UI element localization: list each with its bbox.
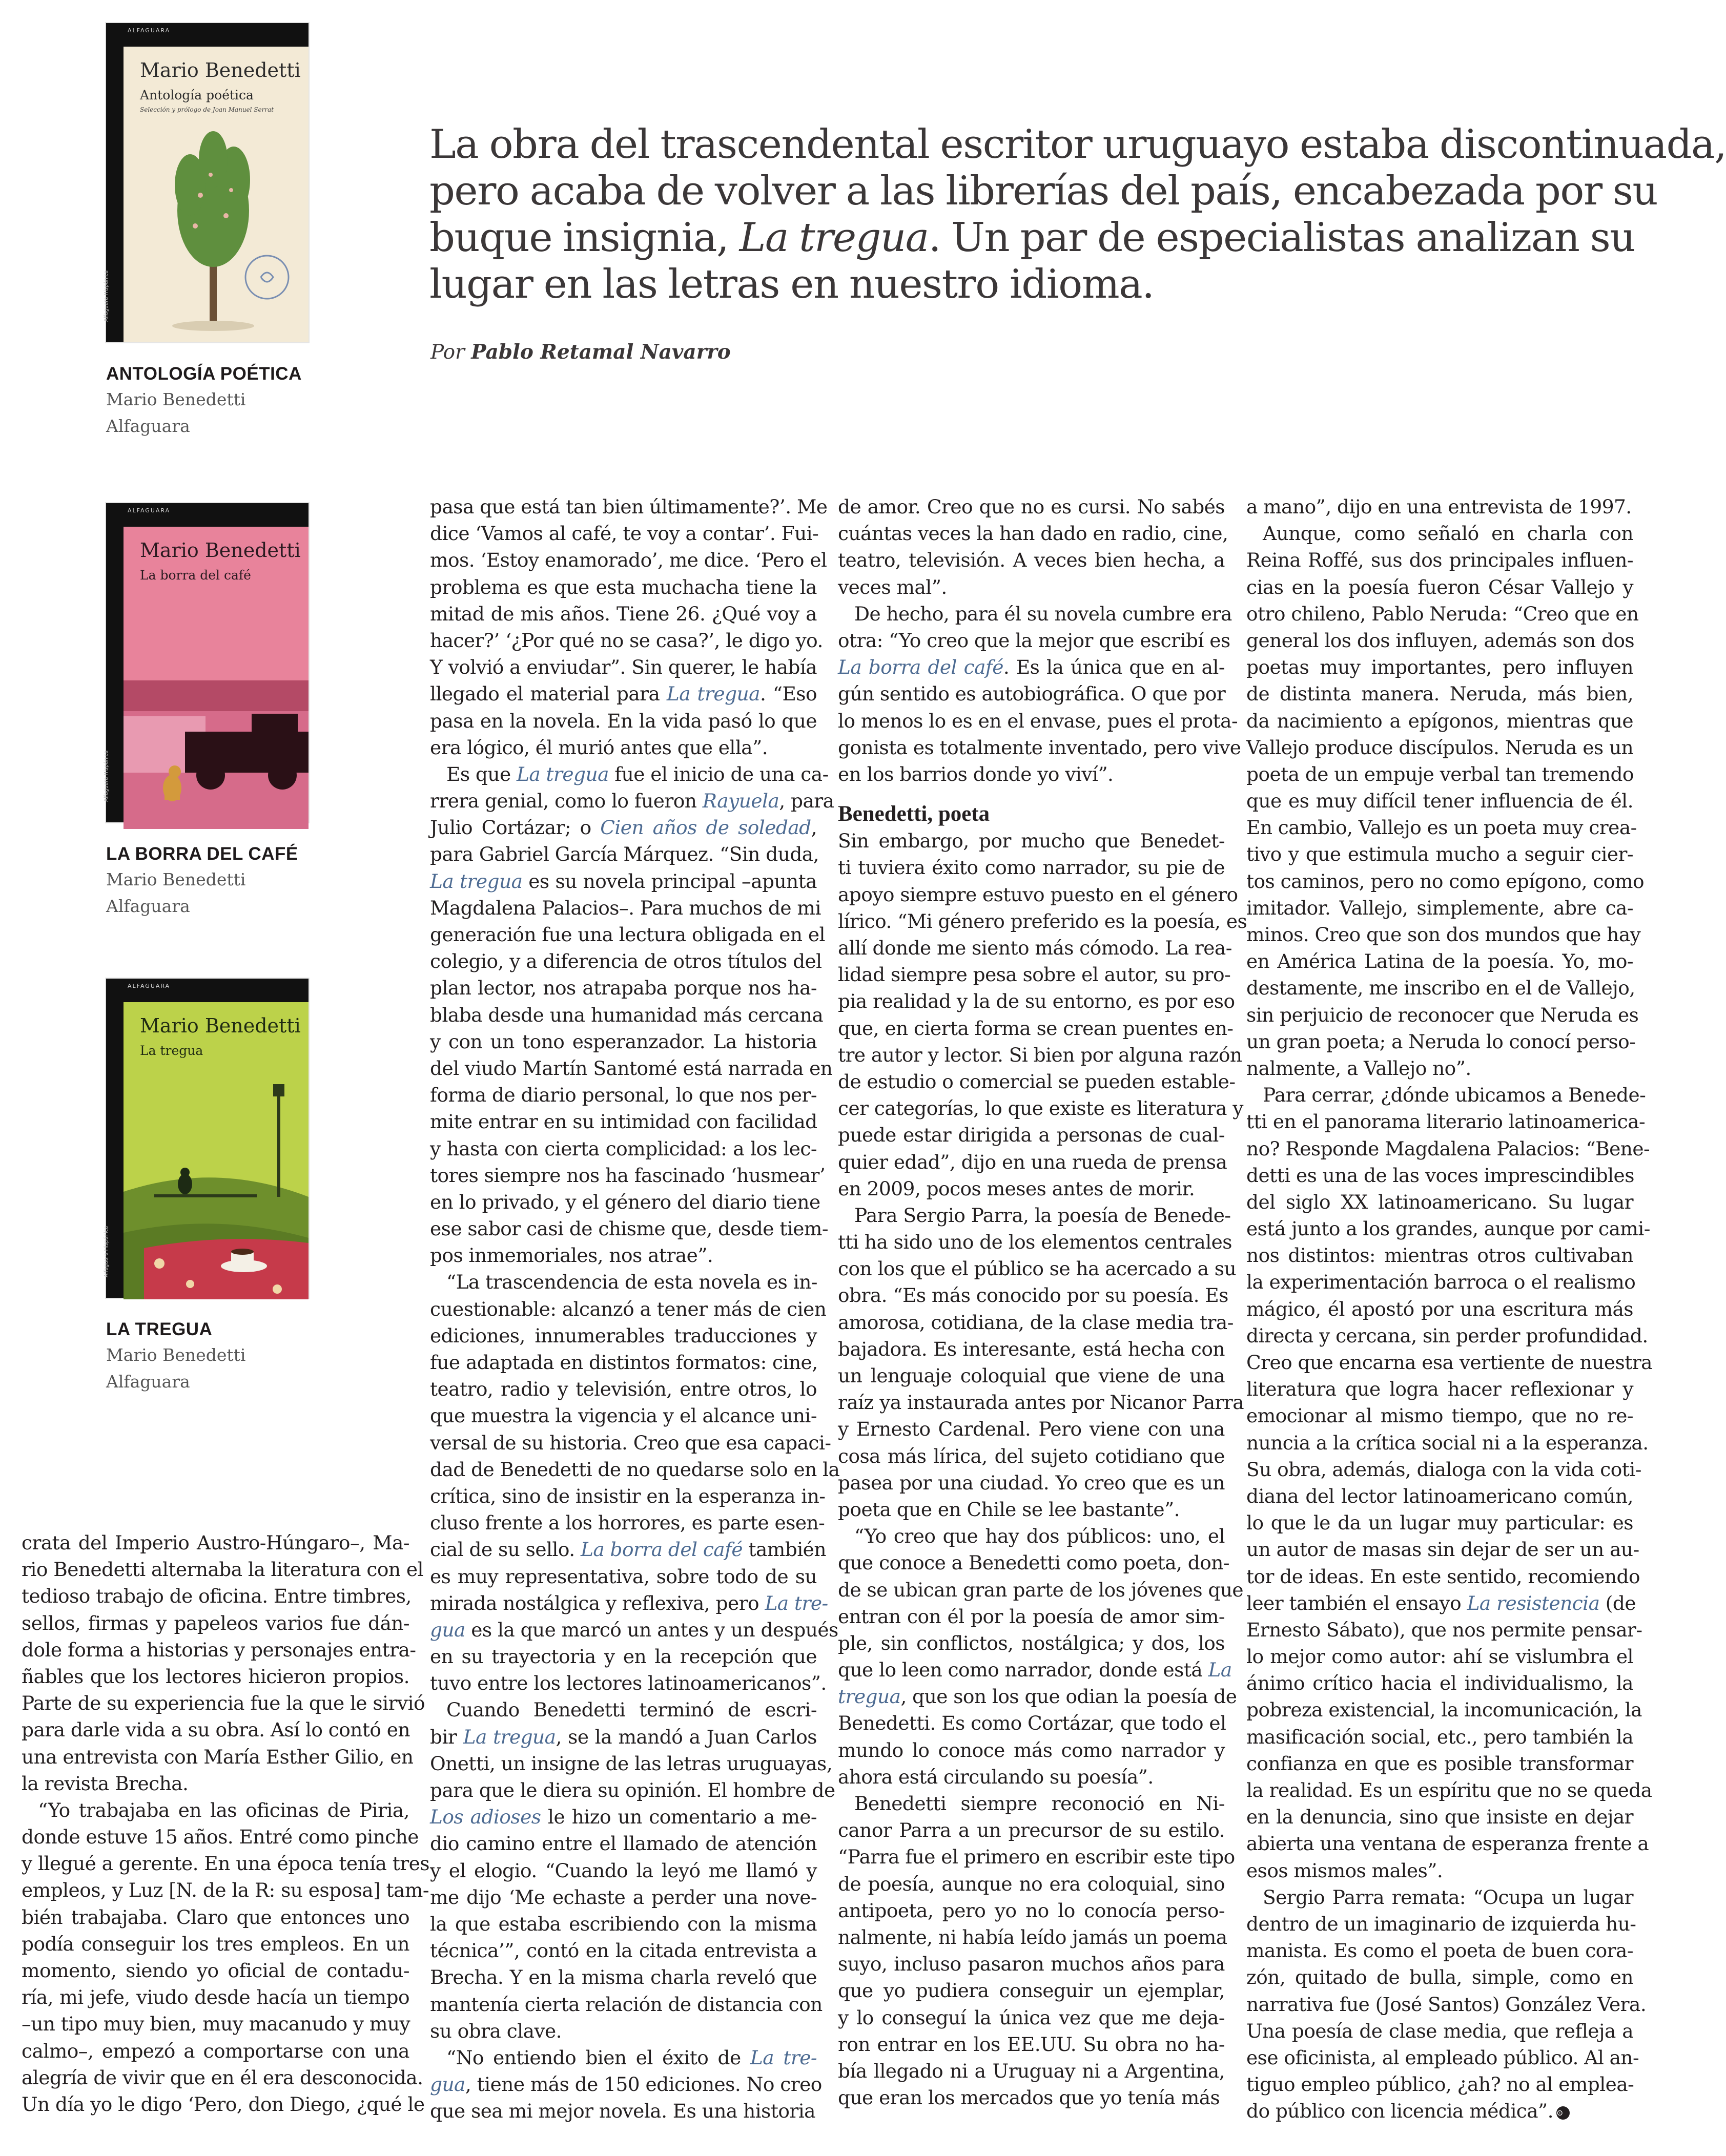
body-line: destamente, me inscribo en el de Vallejo, <box>1246 977 1635 1000</box>
body-line: otra: “Yo creo que la mejor que escribí es <box>838 629 1230 652</box>
body-line: tivo y que estimula mucho a seguir cier- <box>1246 843 1633 866</box>
book-title-italic: La tregua <box>463 1725 556 1748</box>
body-line: que muestra la vigencia y el alcance uni- <box>430 1404 817 1427</box>
paragraph-spacer <box>838 787 1225 801</box>
body-line: –un tipo muy bien, muy macanudo y muy <box>22 2013 410 2036</box>
body-line: teatro, televisión. A veces bien hecha, a <box>838 549 1225 572</box>
body-line: de distinta manera. Neruda, más bien, <box>1246 682 1633 706</box>
caption-title-antologia: ANTOLOGÍA POÉTICA <box>106 364 302 384</box>
body-line: general los dos influyen, además son dos <box>1246 629 1635 652</box>
body-line: llegado el material para La tregua. “Eso <box>430 682 817 706</box>
body-line: dole forma a historias y personajes entra- <box>22 1638 416 1661</box>
body-line: sin perjuicio de reconocer que Neruda es <box>1246 1003 1639 1026</box>
body-line: masificación social, etc., pero también la <box>1246 1725 1633 1748</box>
body-line: Vallejo produce discípulos. Neruda es un <box>1246 736 1634 759</box>
caption-publisher-la-borra-del-cafe: Alfaguara <box>106 896 190 916</box>
publisher-logo: ALFAGUARA <box>128 507 171 514</box>
body-line: bajadora. Es interesante, está hecha con <box>838 1337 1225 1360</box>
cover-author: Mario Benedetti <box>140 59 301 81</box>
body-line: manista. Es como el poeta de buen cora- <box>1246 1939 1633 1962</box>
cover-title: Antología poética <box>140 88 254 102</box>
body-line: versal de su historia. Creo que esa capaci- <box>430 1431 831 1454</box>
book-title-italic: La <box>1208 1659 1232 1682</box>
body-line: “Yo creo que hay dos públicos: uno, el <box>854 1525 1225 1548</box>
body-line: Onetti, un insigne de las letras uruguayas, <box>430 1752 833 1775</box>
lead-text: buque insignia, <box>429 215 739 261</box>
body-line: y llegué a gerente. En una época tenía tres <box>22 1852 429 1875</box>
article-column-3 <box>838 493 1247 2111</box>
cover-art <box>124 527 309 822</box>
body-line: suyo, incluso pasaron muchos años para <box>838 1953 1225 1976</box>
body-line: pobreza existencial, la incomunicación, la <box>1246 1698 1642 1722</box>
body-line: poeta de un empuje verbal tan tremendo <box>1246 762 1634 785</box>
body-line: puede estar dirigida a personas de cual- <box>838 1124 1225 1147</box>
body-line: dentro de un imaginario de izquierda hu- <box>1246 1912 1636 1935</box>
body-line: leer también el ensayo La resistencia (de <box>1246 1591 1636 1614</box>
body-line: nuncia a la crítica social ni a la esperanza. <box>1246 1431 1649 1454</box>
body-line: en su trayectoria y en la recepción que <box>430 1645 817 1668</box>
body-line: ediciones, innumerables traducciones y <box>430 1324 817 1347</box>
body-line: pasea por una ciudad. Yo creo que es un <box>838 1471 1225 1494</box>
body-line: bía llegado ni a Uruguay ni a Argentina, <box>838 2059 1225 2082</box>
body-line: Brecha. Y en la misma charla reveló que <box>430 1966 817 1989</box>
body-line: con los que el público se ha acercado a su <box>838 1257 1237 1280</box>
body-line: emocionar al mismo tiempo, que no re- <box>1246 1404 1633 1427</box>
caption-author-la-borra-del-cafe: Mario Benedetti <box>106 869 246 889</box>
body-line: hacer?’ ‘¿Por qué no se casa?’, le digo yo. <box>430 629 823 652</box>
body-line: de amor. Creo que no es cursi. No sabés <box>838 495 1225 518</box>
body-line: para Gabriel García Márquez. “Sin duda, <box>430 843 819 866</box>
body-line: Sin embargo, por mucho que Benedet- <box>838 830 1225 853</box>
body-line: no? Responde Magdalena Palacios: “Bene- <box>1246 1137 1650 1160</box>
body-line: en lo privado, y el género del diario tiene <box>430 1190 820 1213</box>
body-line: otro chileno, Pablo Neruda: “Creo que en <box>1246 602 1639 625</box>
body-line: rrera genial, como lo fueron Rayuela, para <box>430 790 834 813</box>
caption-title-la-tregua: LA TREGUA <box>106 1319 213 1339</box>
book-title-italic: La borra del café <box>580 1538 743 1561</box>
body-line: ese sabor casi de chisme que, desde tiem- <box>430 1217 828 1240</box>
body-line: lo mejor como autor: ahí se vislumbra el <box>1246 1645 1633 1668</box>
body-line: Es que La tregua fue el inicio de una ca- <box>446 762 829 785</box>
body-line: lo que le da un lugar muy particular: es <box>1246 1511 1633 1535</box>
body-line: rio Benedetti alternaba la literatura con el <box>22 1558 423 1581</box>
body-line: ñables que los lectores hicieron propios. <box>22 1665 409 1688</box>
body-line: teatro, radio y televisión, entre otros, lo <box>430 1378 817 1401</box>
body-line: está junto a los grandes, aunque por cami- <box>1246 1217 1650 1240</box>
body-line: “Parra fue el primero en escribir este tipo <box>838 1846 1235 1869</box>
body-line: en 2009, pocos meses antes de morir. <box>838 1177 1195 1200</box>
body-line: mágico, él apostó por una escritura más <box>1246 1297 1633 1320</box>
body-line: detti es una de las voces imprescindibles <box>1246 1164 1634 1187</box>
book-title-italic: Rayuela <box>702 790 779 813</box>
body-line: zón, quitado de bulla, simple, como en <box>1246 1966 1633 1989</box>
body-line: un autor de masas sin dejar de ser un au- <box>1246 1538 1639 1561</box>
lead-line: La obra del trascendental escritor uruguayo estaba discontinuada, <box>429 121 1726 168</box>
body-line: pasa en la novela. En la vida pasó lo que <box>430 709 817 732</box>
cover-title: La borra del café <box>140 568 251 583</box>
body-line: poetas muy importantes, pero influyen <box>1246 656 1633 679</box>
body-line: generación fue una lectura obligada en el <box>430 923 825 946</box>
body-line: cer categorías, lo que existe es literatura y <box>838 1097 1243 1120</box>
body-line: gua, tiene más de 150 ediciones. No creo <box>430 2073 822 2096</box>
body-line: tiguo empleo público, ¿ah? no al emplea- <box>1246 2073 1634 2096</box>
body-line: “La trascendencia de esta novela es in- <box>446 1271 817 1294</box>
body-line: En cambio, Vallejo es un poeta muy crea- <box>1246 816 1637 839</box>
body-line: imitador. Vallejo, simplemente, abre ca- <box>1246 896 1633 919</box>
body-line: Benedetti. Es como Cortázar, que todo el <box>838 1712 1226 1735</box>
body-line: tregua, que son los que odian la poesía de <box>838 1685 1237 1708</box>
body-line: plan lector, nos atrapaba porque nos ha- <box>430 977 817 1000</box>
cover-spine-text: Alfaguara Hispánica <box>104 270 109 322</box>
body-line: momento, siendo yo oficial de contadu- <box>22 1959 409 1982</box>
body-line: Un día yo le digo ‘Pero, don Diego, ¿qué le <box>22 2092 425 2116</box>
body-line: pasa que está tan bien últimamente?’. Me <box>430 495 828 518</box>
body-line: cosa más lírica, del sujeto cotidiano que <box>838 1444 1225 1467</box>
book-cover-la-borra-del-cafe <box>106 503 309 822</box>
body-line: ánimo crítico hacia el individualismo, la <box>1246 1672 1633 1695</box>
caption-author-la-tregua: Mario Benedetti <box>106 1345 246 1365</box>
body-line: La tregua es su novela principal –apunta <box>430 869 817 893</box>
body-line: problema es que esta muchacha tiene la <box>430 575 817 598</box>
body-line: donde estuve 15 años. Entré como pinche <box>22 1826 419 1849</box>
body-line: fue adaptada en distintos formatos: cine, <box>430 1351 818 1374</box>
lead-book-title: La tregua <box>739 215 929 261</box>
body-line: narrativa fue (José Santos) González Vera. <box>1246 1993 1647 2016</box>
byline <box>430 340 731 364</box>
park-illustration <box>124 1079 309 1299</box>
body-line: Para Sergio Parra, la poesía de Benede- <box>854 1204 1231 1227</box>
body-line: que conoce a Benedetti como poeta, don- <box>838 1551 1229 1574</box>
body-line: lidad siempre pesa sobre el autor, su pro- <box>838 963 1231 986</box>
body-line: ron entrar en los EE.UU. Su obra no ha- <box>838 2033 1225 2056</box>
body-line: forma de diario personal, lo que nos per- <box>430 1084 817 1107</box>
body-line: para que le diera su opinión. El hombre de <box>430 1779 835 1801</box>
book-title-italic: gua <box>430 1618 465 1641</box>
article-column-4 <box>1246 493 1652 2124</box>
body-line: De hecho, para él su novela cumbre era <box>854 602 1232 625</box>
cover-author: Mario Benedetti <box>140 539 301 562</box>
body-line: bir La tregua, se la mandó a Juan Carlos <box>430 1725 817 1748</box>
book-title-italic: Los adioses <box>430 1806 541 1829</box>
body-line: do público con licencia médica”. ⊙ <box>1246 2098 1633 2124</box>
body-line: tor de ideas. En este sentido, recomiendo <box>1246 1565 1640 1588</box>
body-line: la realidad. Es un espíritu que no se queda <box>1246 1779 1652 1801</box>
body-line: que eran los mercados que yo tenía más <box>838 2086 1220 2109</box>
body-line: veces mal”. <box>838 575 947 598</box>
body-line: Sergio Parra remata: “Ocupa un lugar <box>1263 1885 1633 1909</box>
body-line: en los barrios donde yo viví”. <box>838 762 1114 785</box>
body-line: Una poesía de clase media, que refleja a <box>1246 2019 1633 2042</box>
book-cover-la-tregua <box>106 979 309 1298</box>
body-line: colegio, y a diferencia de otros títulos del <box>430 950 822 973</box>
book-title-italic: Cien años de soledad <box>600 816 811 839</box>
byline-author: Pablo Retamal Navarro <box>471 340 731 364</box>
body-line: lo menos lo es en el envase, pues el prota- <box>838 709 1238 732</box>
body-line: confianza en que es posible transformar <box>1246 1752 1633 1775</box>
body-line: cuántas veces la han dado en radio, cine, <box>838 522 1228 545</box>
body-line: allí donde me siento más cómodo. La rea- <box>838 937 1232 959</box>
body-line: Reina Roffé, sus dos principales influen- <box>1246 549 1633 572</box>
truck-illustration <box>124 604 309 824</box>
body-line: y Ernesto Cardenal. Pero viene con una <box>838 1418 1225 1441</box>
body-line: literatura que logra hacer reflexionar y <box>1246 1378 1633 1401</box>
body-line: obra. “Es más conocido por su poesía. Es <box>838 1284 1228 1307</box>
body-line: y el elogio. “Cuando la leyó me llamó y <box>430 1859 817 1882</box>
body-line: para darle vida a su obra. Así lo contó en <box>22 1718 410 1742</box>
book-title-italic: gua <box>430 2073 465 2096</box>
body-line: gún sentido es autobiográfica. O que por <box>838 682 1226 706</box>
body-line: gua es la que marcó un antes y un después <box>430 1618 838 1641</box>
byline-prefix: Por <box>430 341 471 364</box>
body-line: Para cerrar, ¿dónde ubicamos a Benede- <box>1263 1084 1646 1107</box>
body-line: alegría de vivir que en él era desconocida. <box>22 2066 423 2089</box>
body-line: ple, sin conflictos, nostálgica; y dos, los <box>838 1631 1225 1654</box>
body-line: bién trabajaba. Claro que entonces uno <box>22 1905 409 1929</box>
book-title-italic: La tregua <box>430 869 523 893</box>
body-line: un gran poeta; a Neruda lo conocí perso- <box>1246 1030 1636 1053</box>
body-line: mantenía cierta relación de distancia con <box>430 1993 823 2016</box>
body-line: Aunque, como señaló en charla con <box>1263 522 1633 545</box>
caption-author-antologia: Mario Benedetti <box>106 389 246 409</box>
body-line: ese oficinista, al empleado público. Al an- <box>1246 2046 1639 2069</box>
body-line: y con un tono esperanzador. La historia <box>430 1030 817 1053</box>
body-line: podía conseguir los tres empleos. En un <box>22 1932 409 1955</box>
body-line: pos inmemoriales, nos atrae”. <box>430 1244 713 1267</box>
body-line: que yo pudiera conseguir un ejemplar, <box>838 1979 1225 2002</box>
cover-subtitle: Selección y prólogo de Joan Manuel Serrat <box>140 106 274 113</box>
body-line: mos. ‘Estoy enamorado’, me dice. ‘Pero el <box>430 549 827 572</box>
body-line: apoyo siempre estuvo puesto en el género <box>838 883 1238 906</box>
body-line: dice ‘Vamos al café, te voy a contar’. Fui- <box>430 522 819 545</box>
body-line: crítica, sino de insistir en la esperanza in- <box>430 1484 826 1507</box>
lead-line <box>429 215 1635 261</box>
book-title-italic: La resistencia <box>1467 1591 1600 1614</box>
publisher-logo: ALFAGUARA <box>128 27 171 34</box>
body-line: da nacimiento a epígonos, mientras que <box>1246 709 1633 732</box>
cover-author: Mario Benedetti <box>140 1014 301 1037</box>
body-line: crata del Imperio Austro-Húngaro–, Ma- <box>22 1531 409 1554</box>
body-line: mundo lo conoce más como narrador y <box>838 1738 1225 1761</box>
book-title-italic: tregua <box>838 1685 901 1708</box>
body-line: dad de Benedetti de no quedarse solo en la <box>430 1458 840 1481</box>
book-title-italic: La borra del café <box>838 656 1003 679</box>
body-line: lírico. “Mi género preferido es la poesía, es <box>838 909 1247 932</box>
body-line: nalmente, ni había leído jamás un poema <box>838 1925 1227 1948</box>
body-line: cias en la poesía fueron César Vallejo y <box>1246 575 1633 598</box>
body-line: en la denuncia, sino que insiste en dejar <box>1246 1806 1633 1829</box>
body-line: tti en el panorama literario latinoamerica- <box>1246 1110 1646 1133</box>
body-line: pia realidad y la de su entorno, es por eso <box>838 990 1235 1013</box>
body-line: Creo que encarna esa vertiente de nuestra <box>1246 1351 1652 1374</box>
body-line: ti tuviera éxito como narrador, su pie de <box>838 856 1225 879</box>
article-lead <box>429 121 1726 308</box>
cover-spine-text: Alfaguara Hispánica <box>104 1226 109 1277</box>
cover-spine-text: Alfaguara Hispánica <box>104 750 109 802</box>
body-line: Los adioses le hizo un comentario a me- <box>430 1806 817 1829</box>
body-line: antipoeta, pero yo no lo conocía perso- <box>838 1899 1225 1922</box>
publisher-logo: ALFAGUARA <box>128 983 171 989</box>
body-line: abierta una ventana de esperanza frente a <box>1246 1832 1649 1855</box>
body-line: nalmente, a Vallejo no”. <box>1246 1056 1471 1080</box>
caption-publisher-antologia: Alfaguara <box>106 416 190 436</box>
article-column-1 <box>22 1529 429 2118</box>
body-line: mirada nostálgica y reflexiva, pero La tre- <box>430 1591 828 1614</box>
body-line: que lo leen como narrador, donde está La <box>838 1659 1232 1682</box>
body-line: su obra clave. <box>430 2019 562 2042</box>
body-line: sellos, firmas y papeleos varios fue dán- <box>22 1611 409 1634</box>
body-line: Benedetti siempre reconoció en Ni- <box>854 1792 1225 1815</box>
body-line: de estudio o comercial se pueden estable- <box>838 1070 1236 1093</box>
body-line: entran con él por la poesía de amor sim- <box>838 1605 1225 1628</box>
body-line: blaba desde una humanidad más cercana <box>430 1003 824 1026</box>
body-line: Su obra, además, dialoga con la vida coti- <box>1246 1458 1641 1481</box>
body-line: Julio Cortázar; o Cien años de soledad, <box>430 816 817 839</box>
body-line: Y volvió a enviudar”. Sin querer, le había <box>430 656 817 679</box>
body-line: en América Latina de la poesía. Yo, mo- <box>1246 950 1633 973</box>
lead-text: . Un par de especialistas analizan su <box>928 215 1635 261</box>
body-line: mite entrar en su intimidad con facilidad <box>430 1110 817 1133</box>
body-line: una entrevista con María Esther Gilio, en <box>22 1745 414 1768</box>
body-line: es muy representativa, sobre todo de su <box>430 1565 817 1588</box>
caption-title-la-borra-del-cafe: LA BORRA DEL CAFÉ <box>106 844 298 864</box>
body-line: era lógico, él murió antes que ella”. <box>430 736 768 759</box>
body-line: empleos, y Luz [N. de la R: su esposa] tam- <box>22 1879 429 1902</box>
tree-illustration <box>124 123 309 344</box>
body-line: quier edad”, dijo en una rueda de prensa <box>838 1150 1227 1173</box>
cover-art <box>124 1002 309 1298</box>
body-line: que, en cierta forma se crean puentes en- <box>838 1017 1234 1040</box>
body-line: La borra del café. Es la única que en al- <box>838 656 1225 679</box>
body-line: de se ubican gran parte de los jóvenes que <box>838 1578 1244 1601</box>
body-line: directa y cercana, sin perder profundidad. <box>1246 1324 1648 1347</box>
caption-publisher-la-tregua: Alfaguara <box>106 1372 190 1392</box>
body-line: de poesía, aunque no era coloquial, sino <box>838 1872 1225 1895</box>
body-line: cuestionable: alcanzó a tener más de cien <box>430 1297 827 1320</box>
lead-line: lugar en las letras en nuestro idioma. <box>429 261 1154 307</box>
body-line: tuvo entre los lectores latinoamericanos”. <box>430 1672 827 1695</box>
body-line: a mano”, dijo en una entrevista de 1997. <box>1246 495 1632 518</box>
body-line: del viudo Martín Santomé está narrada en <box>430 1056 833 1080</box>
article-column-2 <box>430 493 840 2124</box>
body-line: y hasta con cierta complicidad: a los lec- <box>430 1137 817 1160</box>
body-line: gonista es totalmente inventado, pero vive <box>838 736 1241 759</box>
book-title-italic: La tregua <box>516 762 609 785</box>
body-line: que es muy difícil tener influencia de él. <box>1246 790 1633 813</box>
body-line: “No entiendo bien el éxito de La tre- <box>446 2046 817 2069</box>
body-line: diana del lector latinoamericano común, <box>1246 1484 1633 1507</box>
cover-title: La tregua <box>140 1043 203 1058</box>
body-line: del siglo XX latinoamericano. Su lugar <box>1246 1190 1633 1213</box>
body-line: cial de su sello. La borra del café también <box>430 1538 826 1561</box>
end-of-article-icon: ⊙ <box>1556 2106 1570 2120</box>
body-line: minos. Creo que son dos mundos que hay <box>1246 923 1641 946</box>
body-line: Parte de su experiencia fue la que le sirvió <box>22 1692 425 1715</box>
body-line: la revista Brecha. <box>22 1772 189 1795</box>
book-cover-antologia <box>106 23 309 342</box>
book-title-italic: La tregua <box>666 682 760 706</box>
lead-line: pero acaba de volver a las librerías del país, encabezada por su <box>429 168 1658 214</box>
body-line: tre autor y lector. Si bien por alguna razón <box>838 1043 1242 1066</box>
body-line: poeta que en Chile se lee bastante”. <box>838 1498 1180 1521</box>
body-line: la que estaba escribiendo con la misma <box>430 1912 817 1935</box>
body-line: “Yo trabajaba en las oficinas de Piria, <box>38 1798 409 1821</box>
body-line: tti ha sido uno de los elementos centrales <box>838 1231 1232 1254</box>
section-subheading: Benedetti, poeta <box>838 802 990 826</box>
body-line: la experimentación barroca o el realismo <box>1246 1271 1636 1294</box>
body-line: mitad de mis años. Tiene 26. ¿Qué voy a <box>430 602 817 625</box>
body-line: un lenguaje coloquial que viene de una <box>838 1364 1225 1387</box>
body-line: nos distintos: mientras otros cultivaban <box>1246 1244 1633 1267</box>
body-line: técnica’”, contó en la citada entrevista a <box>430 1939 817 1962</box>
body-line: tos caminos, pero no como epígono, como <box>1246 869 1645 893</box>
body-line: Magdalena Palacios–. Para muchos de mi <box>430 896 821 919</box>
body-line: Ernesto Sábato), que nos permite pensar- <box>1246 1618 1642 1641</box>
body-line: que sea mi mejor novela. Es una historia <box>430 2100 815 2123</box>
body-line: calmo–, empezó a comportarse con una <box>22 2039 409 2062</box>
body-line: Cuando Benedetti terminó de escri- <box>446 1698 817 1722</box>
body-line: me dijo ‘Me echaste a perder una nove- <box>430 1885 817 1909</box>
body-line: ría, mi jefe, viudo desde hacía un tiempo <box>22 1986 409 2009</box>
body-line: amorosa, cotidiana, de la clase media tra- <box>838 1311 1234 1334</box>
body-line: tedioso trabajo de oficina. Entre timbres, <box>22 1585 412 1608</box>
body-line: tores siempre nos ha fascinado ‘husmear’ <box>430 1164 826 1187</box>
body-line: canor Parra a un precursor de su estilo. <box>838 1819 1225 1842</box>
cover-art <box>124 47 309 342</box>
book-title-italic: La tre- <box>765 1591 828 1614</box>
book-title-italic: La tre- <box>750 2046 817 2069</box>
body-line: ahora está circulando su poesía”. <box>838 1765 1154 1788</box>
body-line: y lo conseguí la única vez que me deja- <box>838 2006 1225 2029</box>
body-line: raíz ya instaurada antes por Nicanor Parra <box>838 1391 1244 1414</box>
body-line: esos mismos males”. <box>1246 1859 1443 1882</box>
body-line: dio camino entre el llamado de atención <box>430 1832 817 1855</box>
body-line: cluso frente a los horrores, es parte esen- <box>430 1511 825 1535</box>
